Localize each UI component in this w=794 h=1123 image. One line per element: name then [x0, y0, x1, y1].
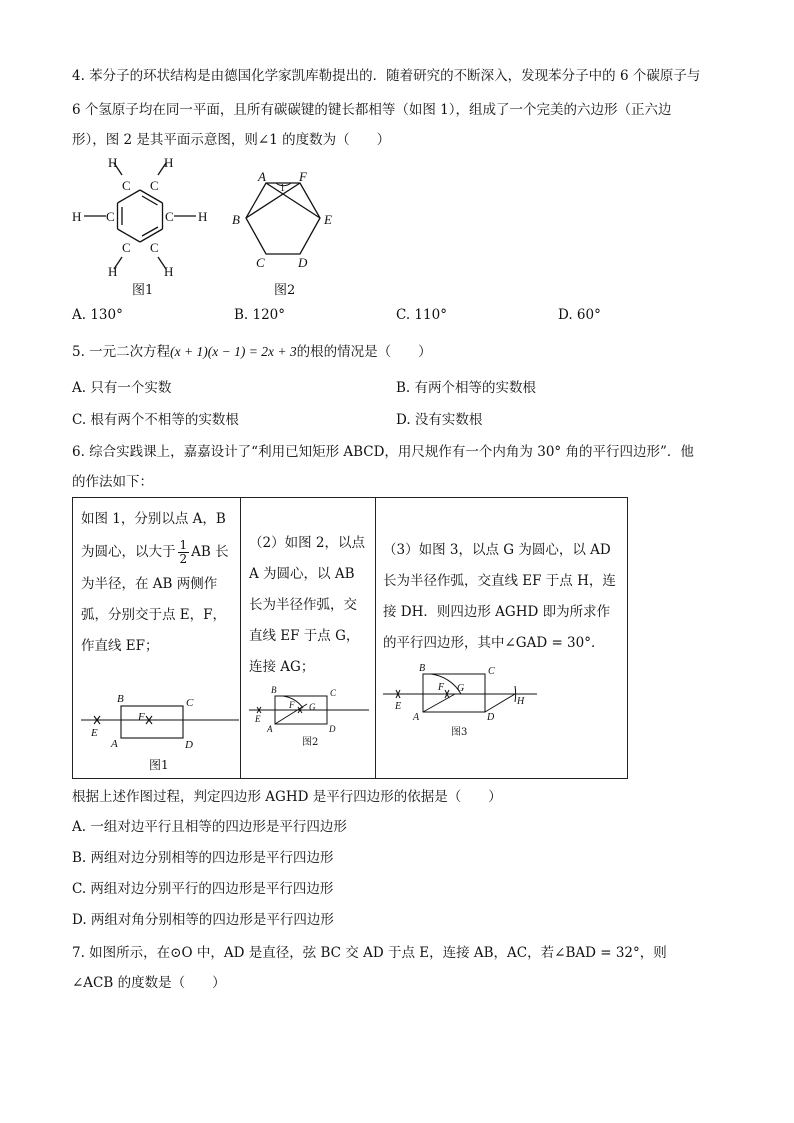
- q6-step2-figure: [245, 684, 373, 734]
- fig1-H-top-right: H: [164, 155, 174, 170]
- q6-step3-figure: [381, 662, 541, 722]
- fig2-label-F: F: [299, 169, 307, 184]
- q6-table-divider-2: [375, 498, 376, 778]
- svg-text:C: C: [330, 688, 337, 698]
- fig2-label-D: D: [298, 255, 308, 270]
- q4-figure2-caption: 图2: [274, 283, 296, 298]
- q6-step1-caption: 图1: [149, 758, 169, 772]
- q6-construction-table: [72, 497, 628, 779]
- q6-step1-text: 如图 1，分别以点 A，B 为圆心，以大于 $\frac{1}{2}$ AB 长 为半径，在 AB 两侧作 弧，分别交于点 E，F， 作直线 EF；: [81, 511, 229, 654]
- fig1-C-top-right: C: [150, 178, 159, 193]
- fig1-H-left: H: [72, 209, 82, 224]
- q6-option-a[interactable]: A. 一组对边平行且相等的四边形是平行四边形: [72, 819, 347, 835]
- q4-option-a[interactable]: A. 130°: [72, 307, 123, 323]
- svg-text:G: G: [457, 683, 465, 694]
- svg-text:F: F: [138, 711, 145, 723]
- q4-stem-line1: 4. 苯分子的环状结构是由德国化学家凯库勒提出的．随着研究的不断深入，发现苯分子中的 6 个碳原子与: [72, 68, 701, 84]
- svg-text:C: C: [488, 666, 495, 677]
- q5-stem-suffix: 的根的情况是（ ）: [296, 344, 432, 360]
- q4-option-d[interactable]: D. 60°: [558, 307, 601, 323]
- fig1-H-right: H: [198, 209, 208, 224]
- svg-text:D: D: [329, 724, 336, 734]
- svg-text:E: E: [255, 714, 261, 724]
- fig2-label-C: C: [256, 255, 265, 270]
- q6-option-d[interactable]: D. 两组对角分别相等的四边形是平行四边形: [72, 912, 334, 928]
- svg-text:B: B: [117, 693, 124, 705]
- fig2-angle-1: 1: [280, 183, 285, 194]
- fig1-C-top-left: C: [122, 178, 131, 193]
- fig1-C-right: C: [165, 209, 174, 224]
- q4-figure2-hexagon: [228, 168, 348, 278]
- q4-option-c[interactable]: C. 110°: [396, 307, 447, 323]
- svg-text:C: C: [186, 697, 194, 709]
- svg-text:F: F: [438, 682, 445, 693]
- q4-option-b[interactable]: B. 120°: [234, 307, 286, 323]
- svg-text:A: A: [267, 724, 273, 734]
- fig1-H-top-left: H: [108, 155, 118, 170]
- q5-option-d[interactable]: D. 没有实数根: [396, 412, 483, 428]
- q6-question: 根据上述作图过程，判定四边形 AGHD 是平行四边形的依据是（ ）: [72, 789, 502, 805]
- fig1-C-bottom-right: C: [150, 240, 159, 255]
- svg-text:B: B: [419, 663, 426, 674]
- svg-text:F: F: [289, 700, 295, 710]
- q5-option-c[interactable]: C. 根有两个不相等的实数根: [72, 412, 239, 428]
- q6-option-c[interactable]: C. 两组对边分别平行的四边形是平行四边形: [72, 881, 334, 897]
- fig2-label-A: A: [258, 169, 266, 184]
- fig2-label-E: E: [324, 212, 332, 227]
- q4-stem-line2: 6 个氢原子均在同一平面，且所有碳碳键的键长都相等（如图 1），组成了一个完美的六边形（正六边: [72, 102, 672, 118]
- q6-step2-caption: 图2: [302, 737, 319, 748]
- svg-text:H: H: [517, 696, 525, 707]
- fig1-C-bottom-left: C: [122, 240, 131, 255]
- q6-stem-line2: 的作法如下：: [72, 474, 153, 490]
- q7-stem-line1: 7. 如图所示，在⊙O 中，AD 是直径，弦 BC 交 AD 于点 E，连接 AB，AC，若∠BAD = 32°，则: [72, 945, 667, 961]
- svg-text:A: A: [111, 738, 118, 748]
- q6-step1-figure: [79, 690, 239, 748]
- q6-step3-text: （3）如图 3，以点 G 为圆心，以 AD 长为半径作弧，交直线 EF 于点 H，连 接 DH．则四边形 AGHD 即为所求作 的平行四边形，其中∠GAD = 30°．: [383, 542, 616, 651]
- svg-text:B: B: [271, 685, 277, 695]
- q6-table-divider-1: [240, 498, 241, 778]
- q4-figure1-caption: 图1: [132, 283, 154, 298]
- q6-step3-caption: 图3: [451, 727, 468, 738]
- q7-stem-line2: ∠ACB 的度数是（ ）: [72, 975, 226, 991]
- q6-stem-line1: 6. 综合实践课上，嘉嘉设计了“利用已知矩形 ABCD，用尺规作有一个内角为 30° 角的平行四边形”．他: [72, 444, 694, 460]
- q5-stem: [72, 343, 432, 361]
- fig1-H-bottom-right: H: [164, 264, 174, 279]
- q5-option-a[interactable]: A. 只有一个实数: [72, 380, 172, 396]
- q5-option-b[interactable]: B. 有两个相等的实数根: [396, 380, 537, 396]
- q5-equation: (x + 1)(x − 1) = 2x + 3: [170, 344, 297, 359]
- fig1-C-left: C: [106, 209, 115, 224]
- fraction-half: $\frac{1}{2}$: [179, 538, 188, 566]
- q4-stem-line3: 形），图 2 是其平面示意图，则∠1 的度数为（ ）: [72, 132, 391, 148]
- svg-text:D: D: [487, 712, 495, 722]
- q4-figure1-benzene: [70, 153, 220, 303]
- svg-text:E: E: [395, 701, 402, 712]
- fig1-H-bottom-left: H: [108, 264, 118, 279]
- svg-text:D: D: [185, 739, 193, 748]
- svg-text:E: E: [91, 727, 98, 739]
- q5-stem-prefix: 5. 一元二次方程: [72, 344, 171, 360]
- svg-text:A: A: [413, 712, 420, 722]
- fig2-label-B: B: [232, 212, 240, 227]
- q6-step2-text: （2）如图 2，以点 A 为圆心，以 AB 长为半径作弧，交 直线 EF 于点 G， 连接 AG；: [249, 535, 365, 675]
- svg-text:G: G: [309, 702, 316, 712]
- q6-option-b[interactable]: B. 两组对边分别相等的四边形是平行四边形: [72, 850, 334, 866]
